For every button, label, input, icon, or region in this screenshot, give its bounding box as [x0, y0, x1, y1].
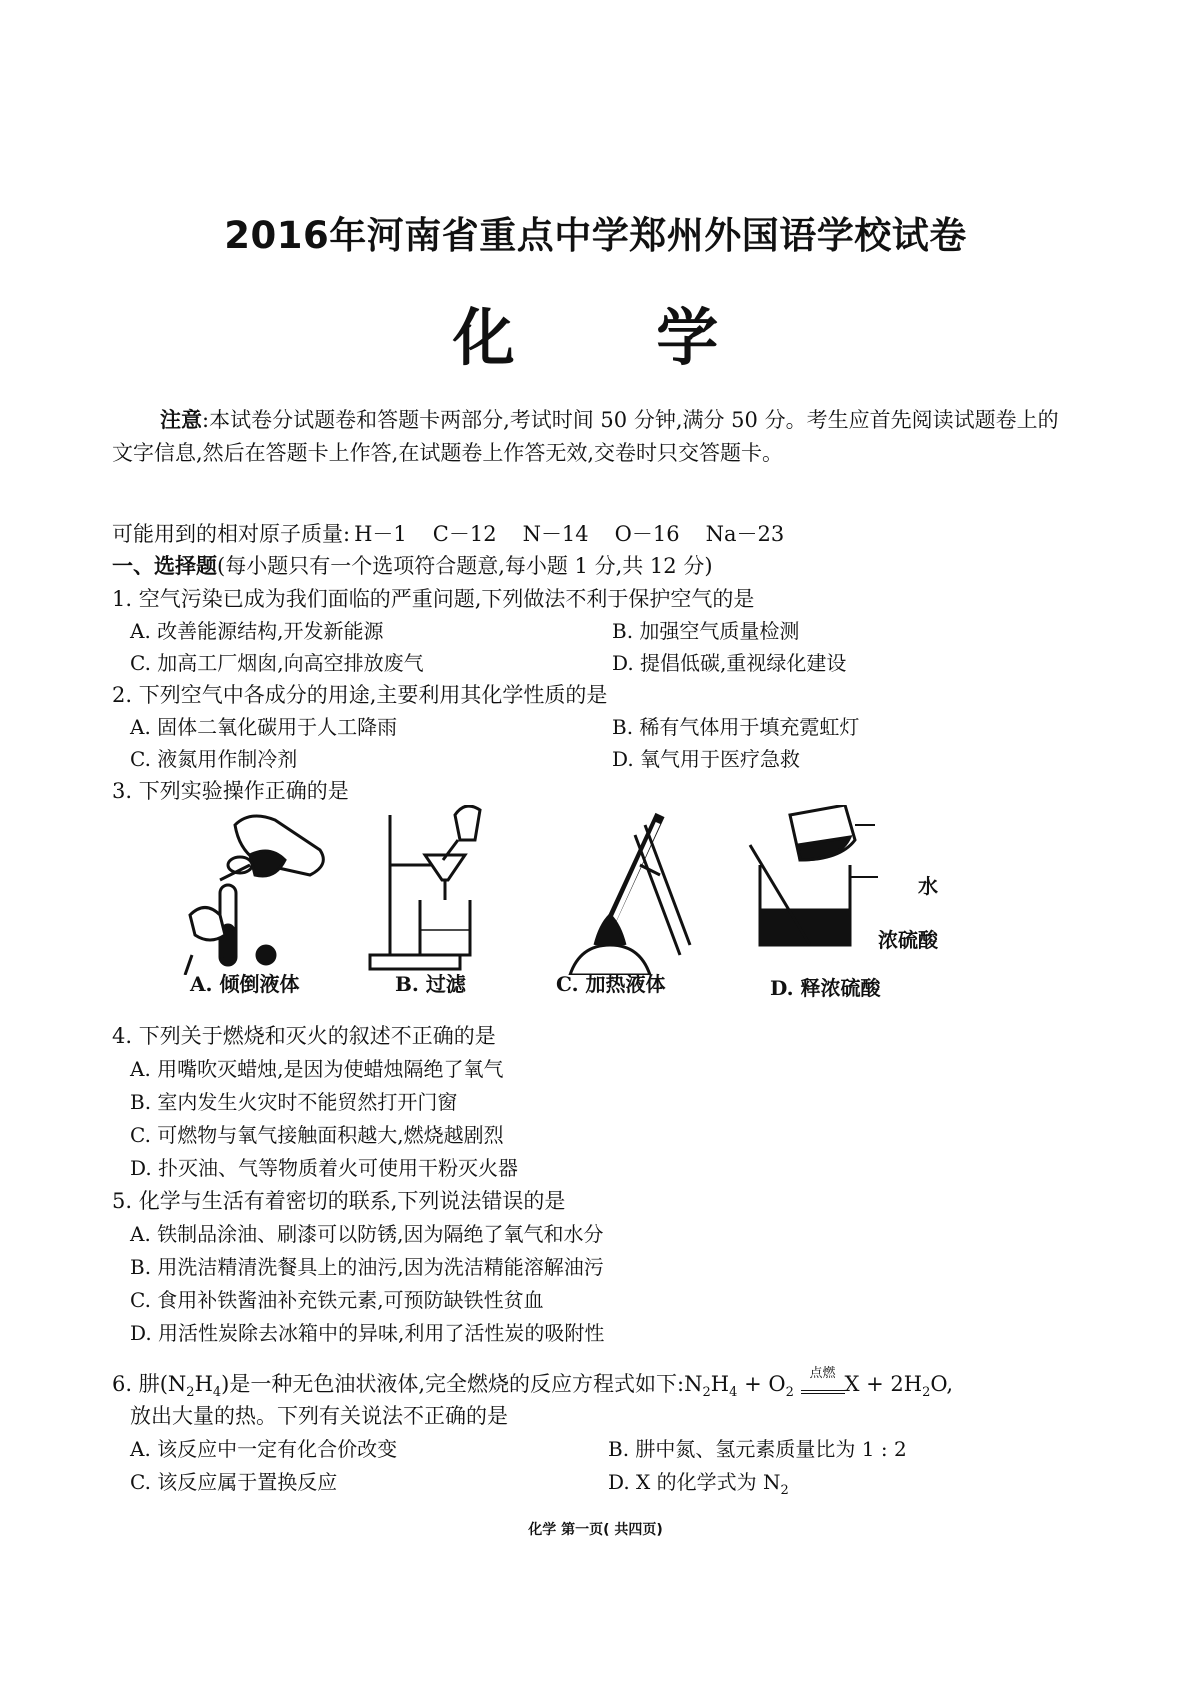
- mass-na: Na－23: [705, 522, 785, 546]
- q6-option-a: A. 该反应中一定有化合价改变: [130, 1437, 398, 1461]
- question-6-stem-line2: 放出大量的热。下列有关说法不正确的是: [130, 1404, 508, 1428]
- mass-n: N－14: [522, 522, 589, 546]
- section-note: (每小题只有一个选项符合题意,每小题 1 分,共 12 分): [217, 554, 713, 578]
- q4-option-a: A. 用嘴吹灭蜡烛,是因为使蜡烛隔绝了氧气: [130, 1057, 504, 1081]
- q1-option-d: D. 提倡低碳,重视绿化建设: [612, 651, 847, 675]
- reaction-arrow: [801, 1366, 845, 1394]
- q2-option-d: D. 氧气用于医疗急救: [612, 747, 801, 771]
- exam-title: 2016年河南省重点中学郑州外国语学校试卷: [224, 214, 967, 257]
- atomic-masses-label: 可能用到的相对原子质量:: [112, 522, 351, 546]
- q4-option-b: B. 室内发生火灾时不能贸然打开门窗: [130, 1090, 458, 1114]
- q2-option-a: A. 固体二氧化碳用于人工降雨: [130, 715, 398, 739]
- figure-c-heating-icon: [570, 815, 690, 975]
- q4-option-c: C. 可燃物与氧气接触面积越大,燃烧越剧烈: [130, 1123, 504, 1147]
- mass-h: H－1: [354, 522, 407, 546]
- question-5-stem: 5. 化学与生活有着密切的联系,下列说法错误的是: [112, 1189, 566, 1213]
- figure-d-dilution-icon: [750, 805, 878, 945]
- caption-d: D. 释浓硫酸: [770, 976, 881, 1000]
- question-1-stem: 1. 空气污染已成为我们面临的严重问题,下列做法不利于保护空气的是: [112, 587, 755, 611]
- mass-o: O－16: [614, 522, 680, 546]
- notice-paragraph: [112, 404, 1072, 470]
- question-6-stem: 6. 肼$(N_2H_4)$是一种无色油状液体,完全燃烧的反应方程式如下$:N_2H_4 + O_2$ $^{点燃}$ $X + 2H_2O$,: [112, 1366, 954, 1401]
- question-4-stem: 4. 下列关于燃烧和灭火的叙述不正确的是: [112, 1024, 496, 1048]
- notice-text: :本试卷分试题卷和答题卡两部分,考试时间 50 分钟,满分 50 分。考生应首先阅读试题卷上的文字信息,然后在答题卡上作答,在试题卷上作答无效,交卷时只交答题卡。: [112, 408, 1059, 465]
- q1-option-b: B. 加强空气质量检测: [612, 619, 800, 643]
- q2-option-c: C. 液氮用作制冷剂: [130, 747, 298, 771]
- mass-c: C－12: [432, 522, 497, 546]
- q1-option-c: C. 加高工厂烟囱,向高空排放废气: [130, 651, 424, 675]
- q2-option-b: B. 稀有气体用于填充霓虹灯: [612, 715, 860, 739]
- q4-option-d: D. 扑灭油、气等物质着火可使用干粉灭火器: [130, 1156, 519, 1180]
- question-2-stem: 2. 下列空气中各成分的用途,主要利用其化学性质的是: [112, 683, 608, 707]
- q1-option-a: A. 改善能源结构,开发新能源: [130, 619, 384, 643]
- q5-option-c: C. 食用补铁酱油补充铁元素,可预防缺铁性贫血: [130, 1288, 544, 1312]
- q5-option-b: B. 用洗洁精清洗餐具上的油污,因为洗洁精能溶解油污: [130, 1255, 604, 1279]
- atomic-masses: [112, 518, 810, 548]
- caption-a: A. 倾倒液体: [190, 972, 300, 996]
- figure-b-filtration-icon: [370, 806, 480, 969]
- q5-option-a: A. 铁制品涂油、刷漆可以防锈,因为隔绝了氧气和水分: [130, 1222, 604, 1246]
- notice-label: 注意: [160, 408, 202, 432]
- subject-title: 化 学: [452, 301, 779, 374]
- label-water: 水: [918, 874, 938, 898]
- question-3-stem: 3. 下列实验操作正确的是: [112, 779, 349, 803]
- page-footer: 化学 第一页( 共四页): [528, 1522, 663, 1538]
- q5-option-d: D. 用活性炭除去冰箱中的异味,利用了活性炭的吸附性: [130, 1321, 605, 1345]
- caption-b: B. 过滤: [395, 972, 466, 996]
- section-title: 一、选择题: [112, 554, 217, 578]
- reaction-condition: 点燃: [809, 1366, 836, 1381]
- q6-option-d: D. X 的化学式为 $N_2$: [608, 1470, 789, 1498]
- q6-option-c: C. 该反应属于置换反应: [130, 1470, 338, 1494]
- q6-option-b: B. 肼中氮、氢元素质量比为 1 : 2: [608, 1437, 907, 1461]
- figure-a-pouring-icon: [185, 816, 323, 975]
- q3-figures: [180, 805, 1000, 975]
- section-heading: [112, 550, 713, 580]
- label-sulfuric-acid: 浓硫酸: [878, 928, 938, 952]
- caption-c: C. 加热液体: [556, 972, 666, 996]
